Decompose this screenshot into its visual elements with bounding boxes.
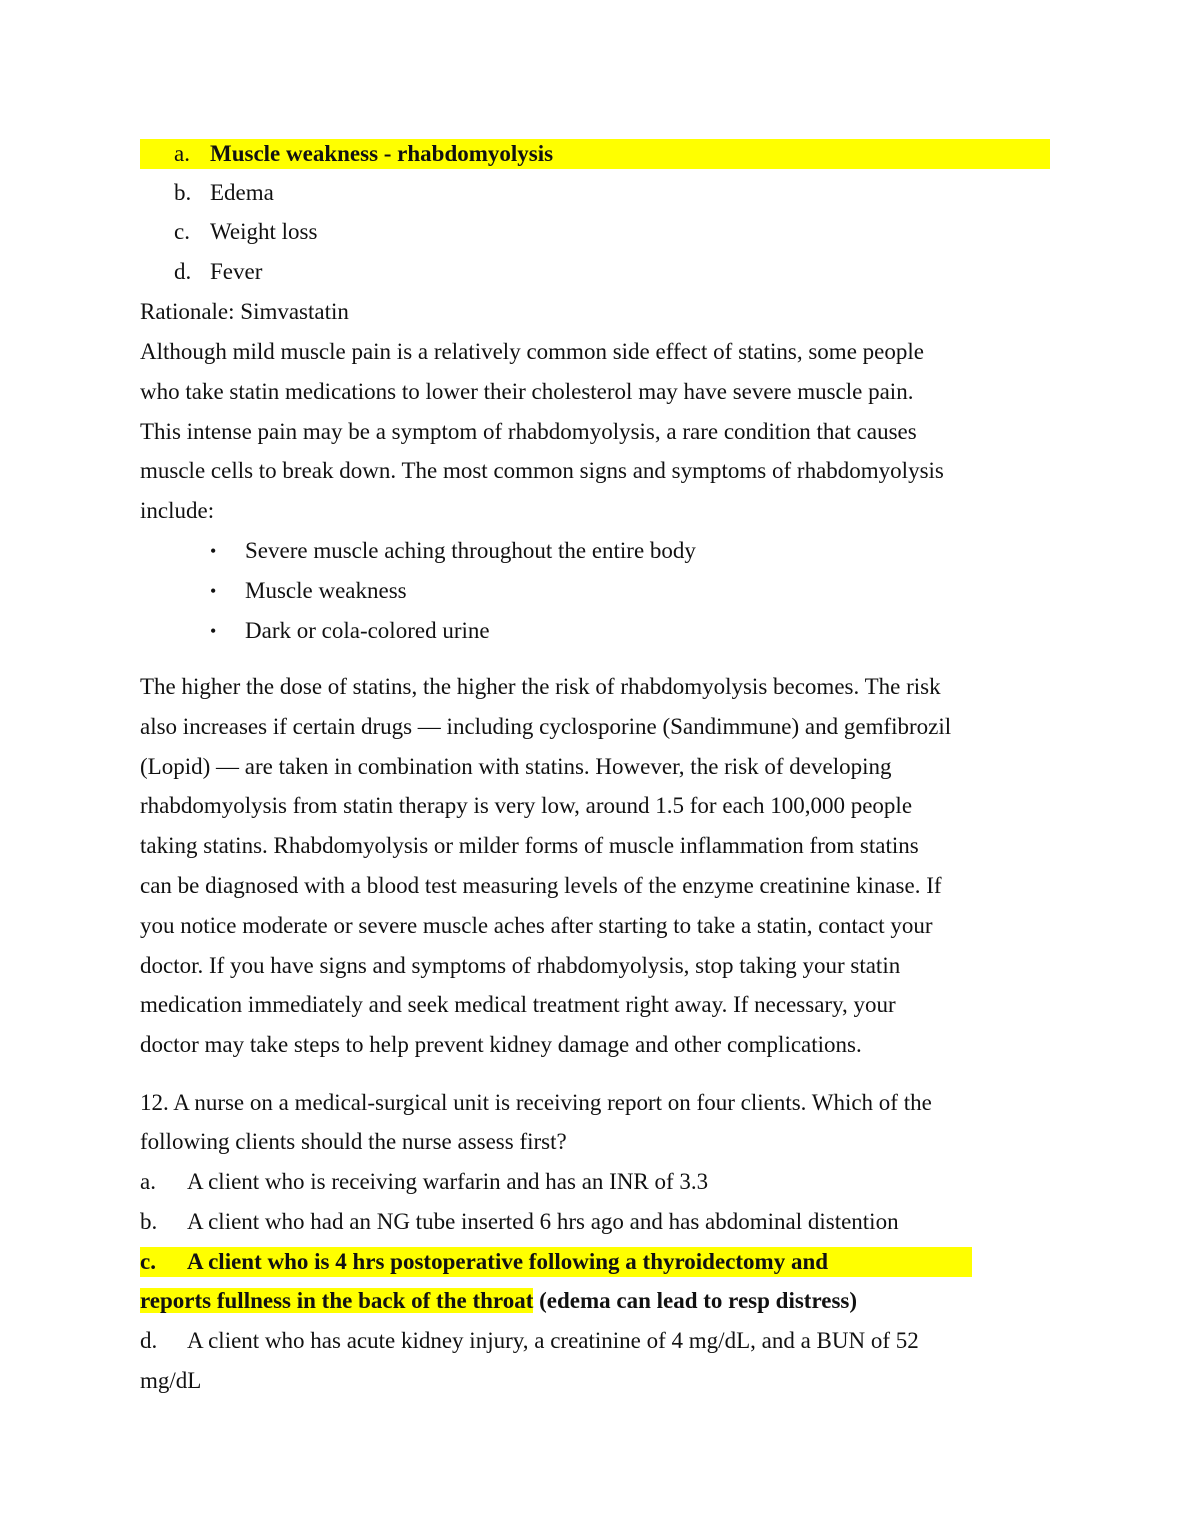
paragraph-line: Although mild muscle pain is a relatively common side effect of statins, some people <box>140 339 924 364</box>
q12-option-c-label: c. <box>140 1249 156 1274</box>
paragraph-line: include: <box>140 498 215 524</box>
option-text: Muscle weakness - rhabdomyolysis <box>210 141 554 166</box>
q12-option-a-label: a. <box>140 1169 156 1194</box>
paragraph-line: muscle cells to break down. The most common signs and symptoms of rhabdomyolysis <box>140 458 944 484</box>
rationale-heading: Rationale: Simvastatin <box>140 299 349 324</box>
q12-option-b-label: b. <box>140 1209 158 1234</box>
q12-option-c-correct <box>140 1247 972 1277</box>
paragraph-line: doctor may take steps to help prevent kidney damage and other complications. <box>140 1032 862 1058</box>
paragraph-line: who take statin medications to lower their cholesterol may have severe muscle pain. <box>140 378 914 404</box>
question-stem-line: 12. A nurse on a medical-surgical unit is receiving report on four clients. Which of the <box>140 1090 932 1115</box>
q12-option-a-text: A client who is receiving warfarin and has an INR of 3.3 <box>187 1169 709 1194</box>
q12-option-c-text: A client who is 4 hrs postoperative following a thyroidectomy and <box>187 1249 829 1274</box>
option-label: b. <box>174 180 192 205</box>
bullet-icon: • <box>210 541 217 561</box>
q12-option-c-note: (edema can lead to resp distress) <box>539 1288 858 1313</box>
symptom-item: Severe muscle aching throughout the entire body <box>245 538 696 563</box>
paragraph-line: can be diagnosed with a blood test measuring levels of the enzyme creatinine kinase. If <box>140 873 942 898</box>
paragraph-line: also increases if certain drugs — including cyclosporine (Sandimmune) and gemfibrozil <box>140 713 952 739</box>
paragraph-line: you notice moderate or severe muscle aches after starting to take a statin, contact your <box>140 912 933 938</box>
q12-option-d-text: mg/dL <box>140 1368 202 1393</box>
paragraph-line: (Lopid) — are taken in combination with statins. However, the risk of developing <box>140 753 892 779</box>
option-d <box>174 257 191 287</box>
q12-option-d-label: d. <box>140 1328 158 1353</box>
option-text: Weight loss <box>210 219 318 244</box>
q12-option-d-text: A client who has acute kidney injury, a creatinine of 4 mg/dL, and a BUN of 52 <box>187 1328 919 1353</box>
bullet-icon: • <box>210 620 217 641</box>
option-text: Edema <box>210 180 274 205</box>
paragraph-line: This intense pain may be a symptom of rhabdomyolysis, a rare condition that causes <box>140 418 917 444</box>
paragraph-line: rhabdomyolysis from statin therapy is very low, around 1.5 for each 100,000 people <box>140 793 913 819</box>
q12-option-b-text: A client who had an NG tube inserted 6 hrs ago and has abdominal distention <box>187 1209 899 1234</box>
bullet-icon: • <box>210 580 217 601</box>
option-label: a. <box>174 141 190 166</box>
option-text: Fever <box>210 259 263 284</box>
option-label: d. <box>174 259 192 284</box>
paragraph-line: medication immediately and seek medical treatment right away. If necessary, your <box>140 992 896 1018</box>
option-label: c. <box>174 219 190 244</box>
q12-option-c-line2 <box>140 1286 857 1316</box>
option-a-correct <box>140 139 1050 169</box>
option-c <box>174 217 190 247</box>
paragraph-line: taking statins. Rhabdomyolysis or milder forms of muscle inflammation from statins <box>140 833 919 859</box>
symptom-item: Muscle weakness <box>245 577 407 603</box>
paragraph-line: The higher the dose of statins, the higher the risk of rhabdomyolysis becomes. The risk <box>140 674 941 699</box>
symptom-item: Dark or cola-colored urine <box>245 617 490 643</box>
paragraph-line: doctor. If you have signs and symptoms of rhabdomyolysis, stop taking your statin <box>140 952 901 978</box>
option-b <box>174 178 191 208</box>
question-stem-line: following clients should the nurse assess first? <box>140 1129 567 1154</box>
q12-option-c-text: reports fullness in the back of the throat <box>140 1288 534 1313</box>
